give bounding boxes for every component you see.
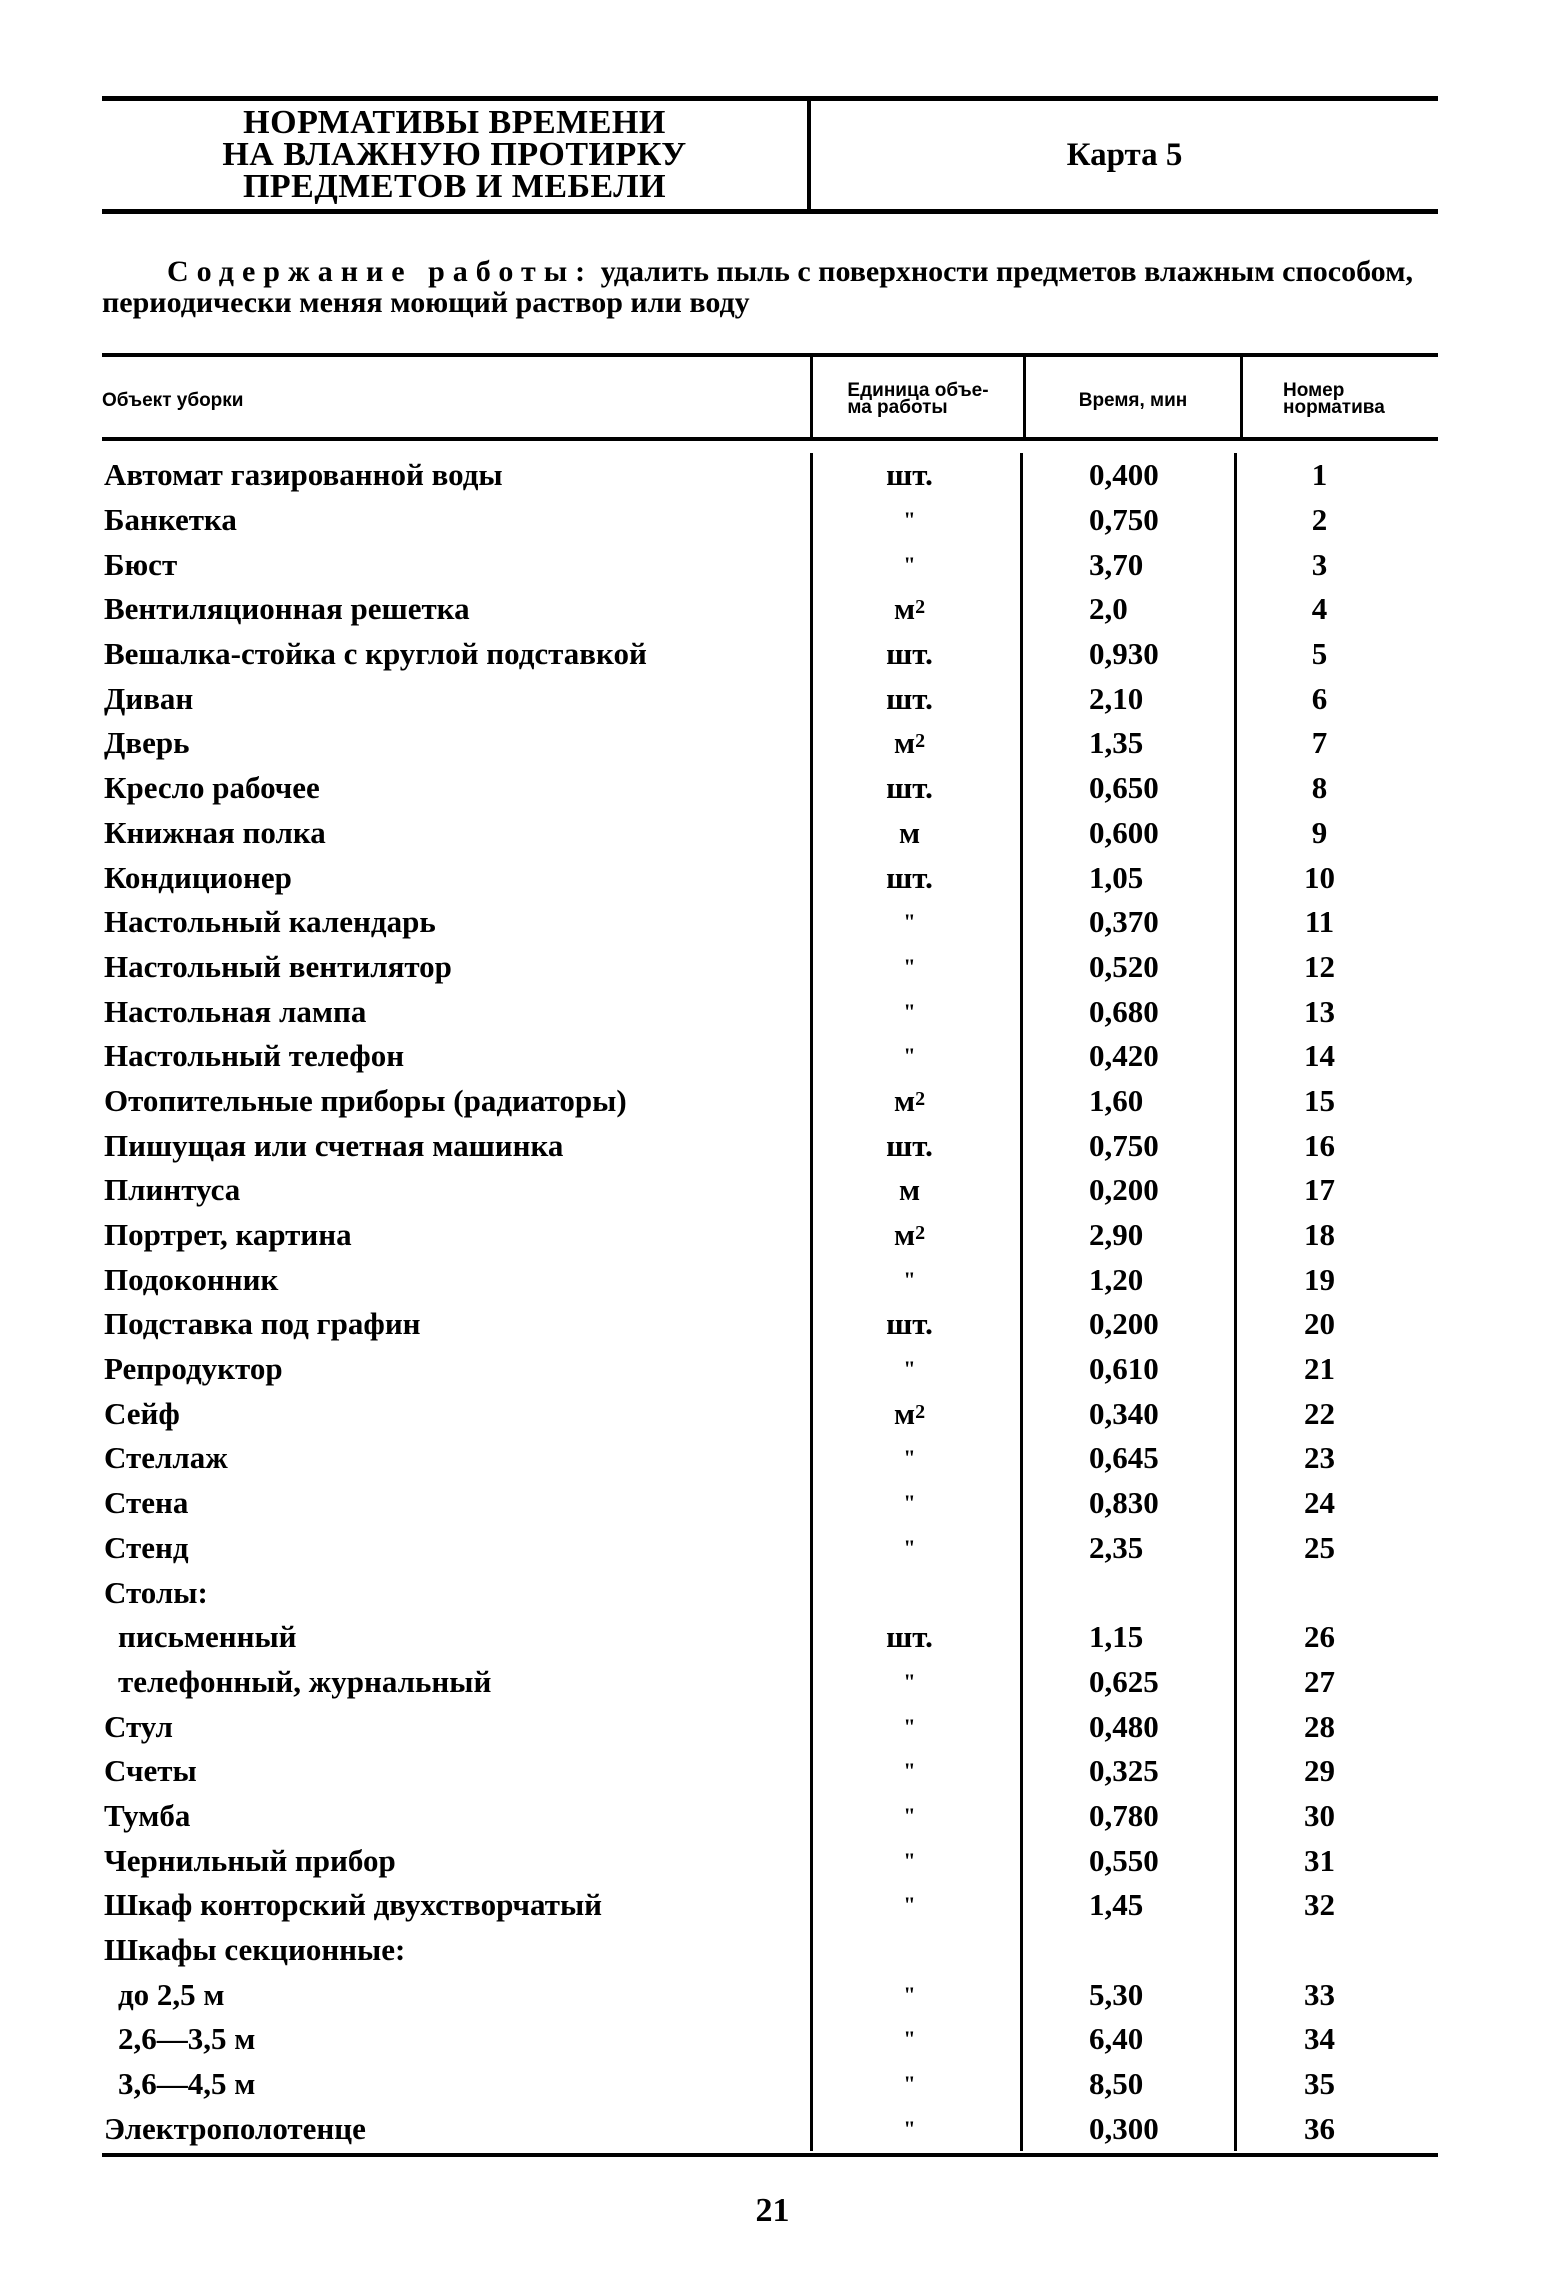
cell-object: Вешалка-стойка с круглой подставкой [104, 636, 647, 672]
page [102, 96, 1438, 2157]
table-row [102, 1749, 1438, 1794]
table-row [102, 1257, 1438, 1302]
cell-unit-value: шт. [886, 680, 933, 716]
cell-time: 0,645 [1020, 1436, 1234, 1481]
cell-unit [810, 1302, 1020, 1347]
cell-norm-number: 15 [1234, 1079, 1438, 1124]
cell-norm-number: 18 [1234, 1213, 1438, 1258]
cell-unit-value: " [903, 1802, 916, 1828]
cell-unit [810, 1257, 1020, 1302]
cell-unit [810, 900, 1020, 945]
cell-unit-value: шт. [886, 770, 933, 806]
cell-time: 2,90 [1020, 1213, 1234, 1258]
table-row [102, 1526, 1438, 1571]
cell-unit [810, 989, 1020, 1034]
cell-object: Настольный календарь [104, 904, 436, 940]
cell-unit [810, 632, 1020, 677]
table-row [102, 498, 1438, 543]
cell-object: Настольный вентилятор [104, 948, 452, 984]
cell-unit-value: " [903, 1043, 916, 1069]
table-row [102, 1838, 1438, 1883]
table-row [102, 1704, 1438, 1749]
cell-unit-value: м [893, 1395, 916, 1431]
column-header-number [1240, 357, 1438, 437]
table-row [102, 1481, 1438, 1526]
cell-time: 0,550 [1020, 1838, 1234, 1883]
cell-object: 3,6—4,5 м [118, 2066, 256, 2102]
cell-unit-value: шт. [886, 1306, 933, 1342]
table-row [102, 811, 1438, 856]
cell-unit-value: м [893, 591, 916, 627]
cell-unit-value: " [903, 2026, 916, 2052]
cell-unit [810, 811, 1020, 856]
cell-unit-value: " [903, 1356, 916, 1382]
cell-unit-value: " [903, 1490, 916, 1516]
cell-unit-value: " [903, 507, 916, 533]
table-row [102, 676, 1438, 721]
cell-unit-value: " [903, 2071, 916, 2097]
column-header-unit-line-1: Единица объе- [847, 380, 989, 401]
cell-unit-value: " [903, 1534, 916, 1560]
cell-time: 5,30 [1020, 1972, 1234, 2017]
norms-table [102, 353, 1438, 2157]
cell-norm-number: 19 [1234, 1257, 1438, 1302]
cell-time: 2,0 [1020, 587, 1234, 632]
cell-norm-number: 27 [1234, 1660, 1438, 1705]
cell-time: 0,750 [1020, 498, 1234, 543]
cell-time: 8,50 [1020, 2062, 1234, 2107]
cell-norm-number: 5 [1234, 632, 1438, 677]
cell-object: до 2,5 м [118, 1976, 225, 2012]
cell-unit [810, 542, 1020, 587]
cell-time: 0,200 [1020, 1168, 1234, 1213]
cell-time: 1,60 [1020, 1079, 1234, 1124]
cell-time: 0,830 [1020, 1481, 1234, 1526]
cell-unit [810, 2017, 1020, 2062]
cell-time: 6,40 [1020, 2017, 1234, 2062]
cell-norm-number: 10 [1234, 855, 1438, 900]
table-row [102, 1436, 1438, 1481]
table-row [102, 453, 1438, 498]
cell-object: Вентиляционная решетка [104, 591, 470, 627]
cell-object: Книжная полка [104, 814, 326, 850]
table-row [102, 1213, 1438, 1258]
cell-unit-value: " [903, 1713, 916, 1739]
cell-unit [810, 766, 1020, 811]
card-label: Карта 5 [1066, 136, 1183, 173]
cell-object: Настольная лампа [104, 993, 367, 1029]
cell-time: 0,325 [1020, 1749, 1234, 1794]
cell-unit-value: " [903, 1758, 916, 1784]
cell-unit-value: м [898, 814, 921, 850]
cell-time: 1,20 [1020, 1257, 1234, 1302]
cell-time [1020, 1928, 1234, 1973]
column-header-time: Время, мин [1023, 357, 1240, 437]
cell-time: 0,930 [1020, 632, 1234, 677]
cell-norm-number: 7 [1234, 721, 1438, 766]
cell-norm-number: 8 [1234, 766, 1438, 811]
table-row [102, 721, 1438, 766]
cell-unit-value: м [898, 1172, 921, 1208]
cell-object: Стена [104, 1485, 189, 1521]
cell-norm-number: 28 [1234, 1704, 1438, 1749]
cell-object: Счеты [104, 1753, 197, 1789]
cell-unit-value: м [893, 1217, 916, 1253]
column-header-number-line-2: норматива [1283, 397, 1385, 418]
cell-norm-number: 14 [1234, 1034, 1438, 1079]
cell-object: Чернильный прибор [104, 1842, 396, 1878]
cell-unit [810, 1794, 1020, 1839]
cell-norm-number: 29 [1234, 1749, 1438, 1794]
cell-unit [810, 2106, 1020, 2151]
cell-norm-number: 34 [1234, 2017, 1438, 2062]
table-row [102, 1794, 1438, 1839]
cell-unit-value: " [903, 2115, 916, 2141]
table-row [102, 587, 1438, 632]
table-row [102, 1615, 1438, 1660]
cell-object: Банкетка [104, 502, 237, 538]
cell-object: Стеллаж [104, 1440, 228, 1476]
cell-unit-value: шт. [886, 636, 933, 672]
column-header-unit [810, 357, 1023, 437]
cell-time: 0,370 [1020, 900, 1234, 945]
cell-object: Тумба [104, 1797, 191, 1833]
cell-object: Плинтуса [104, 1172, 241, 1208]
cell-norm-number: 6 [1234, 676, 1438, 721]
cell-unit: м 2 [810, 1079, 1020, 1124]
table-header [102, 357, 1438, 441]
cell-time: 0,610 [1020, 1347, 1234, 1392]
cell-time: 1,35 [1020, 721, 1234, 766]
cell-object: Подставка под графин [104, 1306, 421, 1342]
table-row [102, 1391, 1438, 1436]
cell-object: Отопительные приборы (радиаторы) [104, 1082, 627, 1118]
cell-object: Электрополотенце [104, 2110, 366, 2146]
cell-object: Стенд [104, 1529, 189, 1565]
cell-time: 0,780 [1020, 1794, 1234, 1839]
cell-norm-number: 2 [1234, 498, 1438, 543]
table-row [102, 632, 1438, 677]
table-row [102, 1168, 1438, 1213]
cell-unit [810, 1704, 1020, 1749]
cell-norm-number: 30 [1234, 1794, 1438, 1839]
cell-unit-value: " [903, 1847, 916, 1873]
cell-unit [810, 1481, 1020, 1526]
cell-norm-number: 23 [1234, 1436, 1438, 1481]
cell-object: Сейф [104, 1395, 180, 1431]
cell-time: 3,70 [1020, 542, 1234, 587]
table-row [102, 1570, 1438, 1615]
cell-time: 2,35 [1020, 1526, 1234, 1571]
cell-time: 2,10 [1020, 676, 1234, 721]
card-title-line-1: НОРМАТИВЫ ВРЕМЕНИ [243, 104, 666, 141]
cell-time: 1,45 [1020, 1883, 1234, 1928]
cell-unit: м 2 [810, 721, 1020, 766]
table-row [102, 1079, 1438, 1124]
cell-time: 0,600 [1020, 811, 1234, 856]
cell-unit-value: " [903, 1892, 916, 1918]
cell-object: письменный [118, 1619, 297, 1655]
cell-unit-value: м [893, 725, 916, 761]
card-header [102, 96, 1438, 214]
table-row [102, 945, 1438, 990]
cell-object: Автомат газированной воды [104, 457, 503, 493]
cell-time: 0,650 [1020, 766, 1234, 811]
cell-object: Стул [104, 1708, 173, 1744]
cell-unit: м 2 [810, 1213, 1020, 1258]
cell-unit: м 2 [810, 587, 1020, 632]
cell-unit-value: " [903, 551, 916, 577]
cell-norm-number: 11 [1234, 900, 1438, 945]
column-header-unit-line-2: ма работы [847, 397, 948, 418]
cell-unit-value: " [903, 1668, 916, 1694]
cell-unit [810, 1660, 1020, 1705]
cell-norm-number: 32 [1234, 1883, 1438, 1928]
cell-unit [810, 1883, 1020, 1928]
cell-object: Подоконник [104, 1261, 279, 1297]
cell-norm-number: 25 [1234, 1526, 1438, 1571]
cell-norm-number: 4 [1234, 587, 1438, 632]
cell-unit-value: " [903, 953, 916, 979]
cell-time: 0,300 [1020, 2106, 1234, 2151]
cell-norm-number: 33 [1234, 1972, 1438, 2017]
cell-time [1020, 1570, 1234, 1615]
cell-norm-number [1234, 1570, 1438, 1615]
cell-unit [810, 1168, 1020, 1213]
cell-object: Пишущая или счетная машинка [104, 1127, 564, 1163]
cell-time: 1,15 [1020, 1615, 1234, 1660]
cell-unit-value: м [893, 1082, 916, 1118]
cell-unit [810, 1436, 1020, 1481]
cell-unit [810, 1615, 1020, 1660]
table-row [102, 1972, 1438, 2017]
cell-time: 0,200 [1020, 1302, 1234, 1347]
cell-unit [810, 1972, 1020, 2017]
card-title-line-3: ПРЕДМЕТОВ И МЕБЕЛИ [242, 168, 667, 205]
cell-unit [810, 1123, 1020, 1168]
cell-norm-number: 17 [1234, 1168, 1438, 1213]
work-description-text: удалить пыль с поверхности предметов влажным способом, периодически меняя моющий раствор или воду [102, 255, 1414, 319]
cell-unit-value: шт. [886, 457, 933, 493]
table-row [102, 2106, 1438, 2151]
table-row [102, 1928, 1438, 1973]
card-title-line-2: НА ВЛАЖНУЮ ПРОТИРКУ [222, 136, 687, 173]
cell-norm-number: 21 [1234, 1347, 1438, 1392]
cell-object: Дверь [104, 725, 190, 761]
cell-object: телефонный, журнальный [118, 1663, 492, 1699]
cell-norm-number [1234, 1928, 1438, 1973]
column-header-object: Объект уборки [102, 389, 244, 411]
table-row [102, 1347, 1438, 1392]
cell-unit-value: " [903, 998, 916, 1024]
cell-object: Репродуктор [104, 1351, 283, 1387]
cell-object: Настольный телефон [104, 1038, 405, 1074]
cell-unit [810, 453, 1020, 498]
cell-unit [810, 1928, 1020, 1973]
table-row [102, 542, 1438, 587]
cell-norm-number: 31 [1234, 1838, 1438, 1883]
cell-unit [810, 945, 1020, 990]
column-header-number-line-1: Номер [1283, 380, 1345, 401]
cell-norm-number: 24 [1234, 1481, 1438, 1526]
cell-object: Бюст [104, 546, 178, 582]
work-description-lead: Содержание работы: [167, 255, 594, 288]
cell-norm-number: 3 [1234, 542, 1438, 587]
cell-norm-number: 36 [1234, 2106, 1438, 2151]
table-row [102, 1883, 1438, 1928]
cell-norm-number: 12 [1234, 945, 1438, 990]
table-row [102, 1660, 1438, 1705]
cell-unit-value: шт. [886, 859, 933, 895]
table-row [102, 2017, 1438, 2062]
table-row [102, 766, 1438, 811]
cell-unit-value: шт. [886, 1127, 933, 1163]
table-row [102, 900, 1438, 945]
table-body [102, 441, 1438, 2153]
cell-unit [810, 1749, 1020, 1794]
cell-time: 1,05 [1020, 855, 1234, 900]
cell-unit-value: " [903, 1266, 916, 1292]
work-description [102, 256, 1447, 318]
cell-norm-number: 22 [1234, 1391, 1438, 1436]
table-row [102, 1123, 1438, 1168]
cell-norm-number: 9 [1234, 811, 1438, 856]
cell-unit [810, 1034, 1020, 1079]
cell-time: 0,520 [1020, 945, 1234, 990]
cell-unit [810, 498, 1020, 543]
cell-unit [810, 855, 1020, 900]
cell-object: Шкаф конторский двухстворчатый [104, 1887, 603, 1923]
cell-unit [810, 1526, 1020, 1571]
cell-object: Кондиционер [104, 859, 292, 895]
cell-norm-number: 16 [1234, 1123, 1438, 1168]
cell-object: Портрет, картина [104, 1217, 352, 1253]
page-number: 21 [755, 2192, 790, 2229]
cell-time: 0,680 [1020, 989, 1234, 1034]
cell-time: 0,400 [1020, 453, 1234, 498]
cell-unit-value: " [903, 909, 916, 935]
cell-time: 0,340 [1020, 1391, 1234, 1436]
cell-norm-number: 20 [1234, 1302, 1438, 1347]
cell-unit [810, 1347, 1020, 1392]
card-title [102, 101, 811, 209]
cell-object: Столы: [104, 1574, 208, 1610]
cell-object: Шкафы секционные: [104, 1932, 406, 1968]
cell-time: 0,750 [1020, 1123, 1234, 1168]
table-row [102, 1302, 1438, 1347]
cell-norm-number: 1 [1234, 453, 1438, 498]
cell-unit-value: шт. [886, 1619, 933, 1655]
cell-unit: м 2 [810, 1391, 1020, 1436]
cell-time: 0,480 [1020, 1704, 1234, 1749]
cell-unit [810, 1570, 1020, 1615]
cell-object: 2,6—3,5 м [118, 2021, 256, 2057]
table-row [102, 855, 1438, 900]
cell-object: Кресло рабочее [104, 770, 320, 806]
cell-object: Диван [104, 680, 194, 716]
cell-norm-number: 35 [1234, 2062, 1438, 2107]
cell-time: 0,420 [1020, 1034, 1234, 1079]
cell-norm-number: 26 [1234, 1615, 1438, 1660]
table-row [102, 1034, 1438, 1079]
cell-unit-value: " [903, 1445, 916, 1471]
cell-unit [810, 2062, 1020, 2107]
cell-time: 0,625 [1020, 1660, 1234, 1705]
cell-norm-number: 13 [1234, 989, 1438, 1034]
cell-unit [810, 1838, 1020, 1883]
table-row [102, 989, 1438, 1034]
cell-unit [810, 676, 1020, 721]
table-row [102, 2062, 1438, 2107]
cell-unit-value: " [903, 1981, 916, 2007]
